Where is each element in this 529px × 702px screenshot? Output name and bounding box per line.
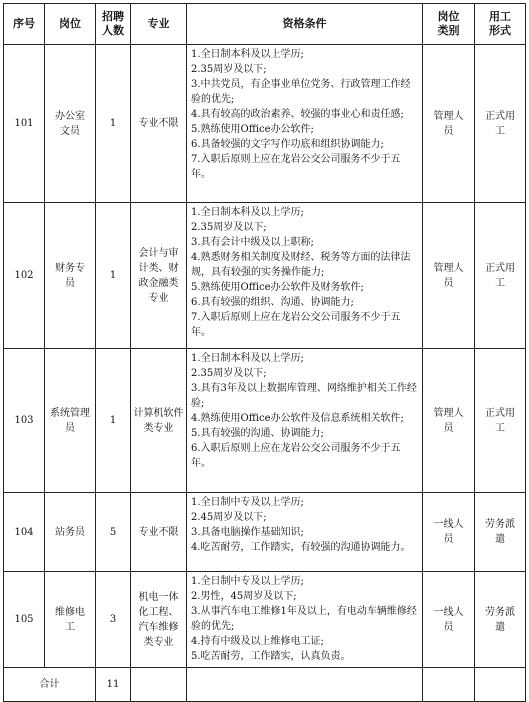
requirement-line: 5.熟练使用Office办公软件;	[191, 124, 314, 135]
requirement-line: 4.熟练使用Office办公软件及信息系统相关软件;	[191, 413, 404, 424]
row-requirements	[187, 493, 423, 572]
row-category: 管理人员	[423, 203, 475, 349]
requirement-line: 2.35周岁及以下;	[191, 222, 267, 233]
table-row	[4, 349, 526, 493]
requirement-line: 2.45周岁及以下;	[191, 512, 267, 523]
header-employment: 用工形式	[475, 4, 526, 45]
empty-cell	[475, 668, 526, 702]
requirement-line: 4.具有较高的政治素养、较强的事业心和责任感;	[191, 109, 404, 120]
row-major: 会计与审计类、财政金融类专业	[131, 203, 187, 349]
row-category: 管理人员	[423, 349, 475, 493]
requirement-line: 4.持有中级及以上维修电工证;	[191, 636, 324, 647]
header-post: 岗位	[45, 4, 96, 45]
total-row	[4, 668, 526, 702]
requirement-line: 3.具备电脑操作基础知识;	[191, 527, 304, 538]
requirement-line: 7.入职后原则上应在龙岩公交公司服务不少于五年。	[191, 312, 401, 338]
recruitment-table	[3, 3, 526, 702]
row-post: 办公室文员	[45, 45, 96, 203]
header-requirements: 资格条件	[187, 4, 423, 45]
row-post: 财务专员	[45, 203, 96, 349]
row-major: 机电一体化工程、汽车维修类专业	[131, 572, 187, 668]
requirement-line: 4.吃苦耐劳，工作踏实，有较强的沟通协调能力。	[191, 542, 411, 553]
requirement-line: 1.全日制本科及以上学历;	[191, 49, 304, 60]
row-major: 专业不限	[131, 493, 187, 572]
row-major: 计算机软件类专业	[131, 349, 187, 493]
row-category: 一线人员	[423, 493, 475, 572]
requirement-line: 3.从事汽车电工维修1年及以上，有电动车辆维修经验的优先;	[191, 606, 417, 632]
requirement-line: 3.具有3年及以上数据库管理、网络维护相关工作经验;	[191, 383, 417, 409]
requirement-line: 1.全日制本科及以上学历;	[191, 207, 304, 218]
row-requirements	[187, 45, 423, 203]
total-count: 11	[96, 668, 131, 702]
requirement-line: 6.入职后原则上应在龙岩公交公司服务不少于五年。	[191, 443, 401, 469]
empty-cell	[187, 668, 423, 702]
table-row	[4, 572, 526, 668]
empty-cell	[131, 668, 187, 702]
row-employment: 正式用工	[475, 203, 526, 349]
header-major: 专业	[131, 4, 187, 45]
row-category: 一线人员	[423, 572, 475, 668]
row-no: 103	[4, 349, 45, 493]
row-post: 维修电工	[45, 572, 96, 668]
requirement-line: 2.35周岁及以下;	[191, 64, 267, 75]
requirement-line: 1.全日制中专及以上学历;	[191, 576, 304, 587]
requirement-line: 3.具有会计中级及以上职称;	[191, 237, 314, 248]
requirement-line: 6.具有较强的组织、沟通、协调能力;	[191, 297, 354, 308]
table-row	[4, 45, 526, 203]
header-no: 序号	[4, 4, 45, 45]
row-no: 102	[4, 203, 45, 349]
total-label: 合计	[4, 668, 96, 702]
row-count: 1	[96, 45, 131, 203]
row-employment: 劳务派遣	[475, 572, 526, 668]
requirement-line: 1.全日制中专及以上学历;	[191, 497, 304, 508]
requirement-line: 7.入职后原则上应在龙岩公交公司服务不少于五年。	[191, 154, 401, 180]
header-row	[4, 4, 526, 45]
requirement-line: 6.具备较强的文字写作功底和组织协调能力;	[191, 139, 384, 150]
requirement-line: 3.中共党员，有企事业单位党务、行政管理工作经验的优先;	[191, 79, 411, 105]
table-row	[4, 493, 526, 572]
row-employment: 正式用工	[475, 45, 526, 203]
empty-cell	[423, 668, 475, 702]
row-count: 1	[96, 203, 131, 349]
requirement-line: 2.男性，45周岁及以下;	[191, 591, 297, 602]
row-no: 105	[4, 572, 45, 668]
row-count: 3	[96, 572, 131, 668]
requirement-line: 1.全日制本科及以上学历;	[191, 353, 304, 364]
header-count: 招聘人数	[96, 4, 131, 45]
row-no: 104	[4, 493, 45, 572]
row-employment: 正式用工	[475, 349, 526, 493]
row-post: 系统管理员	[45, 349, 96, 493]
requirement-line: 2.35周岁及以下;	[191, 368, 267, 379]
header-category: 岗位类别	[423, 4, 475, 45]
row-requirements	[187, 203, 423, 349]
row-no: 101	[4, 45, 45, 203]
row-major: 专业不限	[131, 45, 187, 203]
requirement-line: 4.熟悉财务相关制度及财经、税务等方面的法律法规，具有较强的实务操作能力;	[191, 252, 411, 278]
requirement-line: 5.具有较强的沟通、协调能力;	[191, 428, 324, 439]
row-count: 5	[96, 493, 131, 572]
row-category: 管理人员	[423, 45, 475, 203]
row-post: 站务员	[45, 493, 96, 572]
requirement-line: 5.吃苦耐劳，工作踏实，认真负责。	[191, 651, 351, 662]
row-requirements	[187, 349, 423, 493]
row-count: 1	[96, 349, 131, 493]
row-employment: 劳务派遣	[475, 493, 526, 572]
requirement-line: 5.熟练使用Office办公软件及财务软件;	[191, 282, 364, 293]
table-row	[4, 203, 526, 349]
row-requirements	[187, 572, 423, 668]
